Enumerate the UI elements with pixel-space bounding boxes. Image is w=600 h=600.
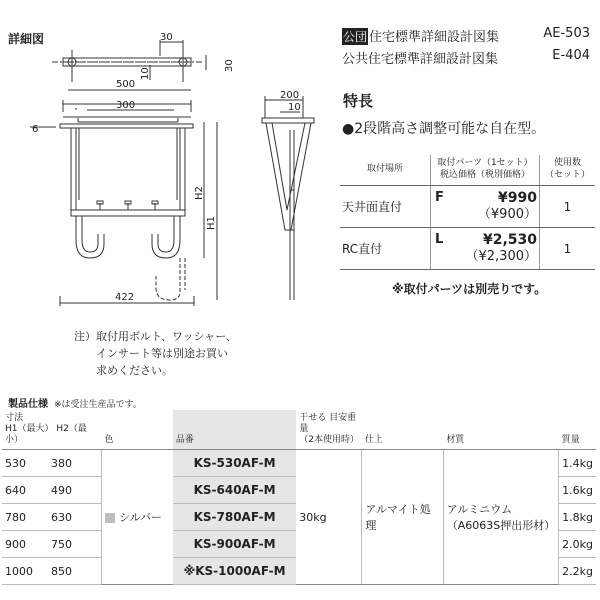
- dim-label-side-200: 200: [280, 90, 300, 101]
- parts-qty: 1: [540, 186, 596, 228]
- spec-heading-note: ※は受注生産品です。: [54, 400, 142, 410]
- parts-price-ex: （¥2,300）: [465, 249, 537, 264]
- spec-material-line1: アルミニウム: [446, 503, 513, 516]
- spec-row: [2, 450, 596, 477]
- spec-h2: 380: [51, 456, 72, 470]
- spec-finish: アルマイト処理: [362, 450, 443, 585]
- spec-header-finish: 仕上: [362, 410, 443, 450]
- spec-heading: [8, 395, 142, 410]
- parts-price: ¥2,530: [482, 232, 537, 248]
- standard-badge: 公団: [343, 30, 368, 44]
- side-view: [262, 96, 314, 300]
- spec-weight: 2.0kg: [559, 531, 596, 558]
- spec-color: [101, 450, 172, 585]
- spec-material: [443, 450, 558, 585]
- spec-h1: 1000: [5, 564, 33, 578]
- parts-header-qty-line2: （セット）: [544, 170, 590, 180]
- spec-weight: 1.6kg: [559, 477, 596, 504]
- spec-weight: 2.2kg: [559, 558, 596, 585]
- spec-product-code: KS-530AF-M: [173, 450, 296, 477]
- parts-header-qty-line1: 使用数: [553, 158, 581, 168]
- spec-h1: 530: [5, 456, 26, 470]
- spec-header-product: 品番: [173, 410, 296, 450]
- parts-header-location: 取付場所: [340, 155, 431, 186]
- dim-label-top-30b: 30: [224, 59, 235, 72]
- spec-product-code: KS-900AF-M: [173, 531, 296, 558]
- spec-row-size: [2, 504, 101, 531]
- spec-weight: 1.8kg: [559, 504, 596, 531]
- dim-label-500: 500: [116, 79, 136, 90]
- spec-header-h1: H1（最大）: [5, 424, 54, 434]
- standard-line-2-code: E-404: [552, 48, 590, 63]
- spec-header-load-line1: 干せる 目安重量: [299, 413, 357, 434]
- standard-line-1-code: AE-503: [543, 26, 590, 41]
- spec-product-code: KS-780AF-M: [173, 504, 296, 531]
- top-plan-view: [52, 40, 206, 82]
- dim-label-422: 422: [115, 292, 135, 303]
- spec-color-label: シルバー: [118, 511, 162, 524]
- spec-row-size: [2, 477, 101, 504]
- parts-location: RC直付: [340, 228, 431, 270]
- installation-note: 注）取付用ボルト、ワッシャー、 インサート等は別途お買い 求めください。: [74, 330, 237, 377]
- standard-line-2: [342, 48, 590, 67]
- parts-row: [340, 186, 595, 228]
- spec-header-load: [296, 410, 362, 450]
- front-view: [30, 90, 217, 306]
- parts-sold-separately-note: ※取付パーツは別売りです。: [392, 282, 547, 296]
- spec-h1: 640: [5, 483, 26, 497]
- spec-product-code: ※KS-1000AF-M: [173, 558, 296, 585]
- spec-header-size: [2, 410, 101, 450]
- spec-material-line2: （A6063S押出形材）: [446, 519, 556, 532]
- technical-drawing: [0, 0, 340, 320]
- parts-header-parts: [431, 155, 540, 186]
- parts-location: 天井面直付: [340, 186, 431, 228]
- standard-line-2-text: 公共住宅標準詳細設計図集: [342, 52, 499, 67]
- parts-header-qty: [540, 155, 596, 186]
- features-heading: 特長: [343, 92, 374, 110]
- standard-line-1-text: 住宅標準詳細設計図集: [369, 30, 500, 45]
- spec-header-color: 色: [101, 410, 172, 450]
- parts-qty: 1: [540, 228, 596, 270]
- spec-h2: 490: [51, 483, 72, 497]
- spec-product-code: KS-640AF-M: [173, 477, 296, 504]
- spec-heading-title: 製品仕様: [8, 399, 48, 410]
- dim-label-300: 300: [116, 100, 136, 111]
- spec-weight: 1.4kg: [559, 450, 596, 477]
- parts-code: L: [435, 232, 444, 247]
- spec-h1: 900: [5, 537, 26, 551]
- parts-header-parts-line2: 税込価格（税別価格）: [439, 170, 530, 180]
- spec-h1: 780: [5, 510, 26, 524]
- spec-h2: 630: [51, 510, 72, 524]
- spec-header-material: 材質: [443, 410, 558, 450]
- detail-drawing-title: 詳細図: [8, 32, 45, 46]
- parts-price-cell: [431, 228, 540, 270]
- parts-price: ¥990: [498, 190, 537, 206]
- dim-label-top-10: 10: [140, 67, 151, 80]
- standard-line-1: [342, 26, 590, 45]
- silver-color-swatch: [105, 513, 115, 523]
- spec-h2: 850: [51, 564, 72, 578]
- parts-row: [340, 228, 595, 270]
- parts-code: F: [435, 190, 444, 205]
- features-item: ●2段階高さ調整可能な自在型。: [342, 121, 546, 137]
- mounting-parts-table: [340, 155, 595, 270]
- spec-header-size-title: 寸法: [5, 413, 24, 423]
- dim-label-h1: H1: [206, 216, 217, 230]
- spec-header-load-line2: （2本使用時）: [299, 435, 359, 445]
- dim-label-top-30a: 30: [160, 32, 173, 43]
- product-spec-table: [2, 410, 596, 585]
- dim-label-h2: H2: [194, 186, 205, 200]
- spec-header-weight: 質量: [559, 410, 596, 450]
- spec-row-size: [2, 531, 101, 558]
- spec-row-size: [2, 450, 101, 477]
- spec-h2: 750: [51, 537, 72, 551]
- dim-label-side-10: 10: [288, 102, 301, 113]
- spec-header-h2: H2（最小）: [5, 424, 87, 445]
- spec-load: 30kg: [296, 450, 362, 585]
- parts-price-ex: （¥900）: [477, 207, 537, 222]
- parts-price-cell: [431, 186, 540, 228]
- spec-row-size: [2, 558, 101, 585]
- parts-header-parts-line1: 取付パーツ（1セット）: [437, 158, 533, 168]
- dim-label-6: 6: [32, 124, 39, 135]
